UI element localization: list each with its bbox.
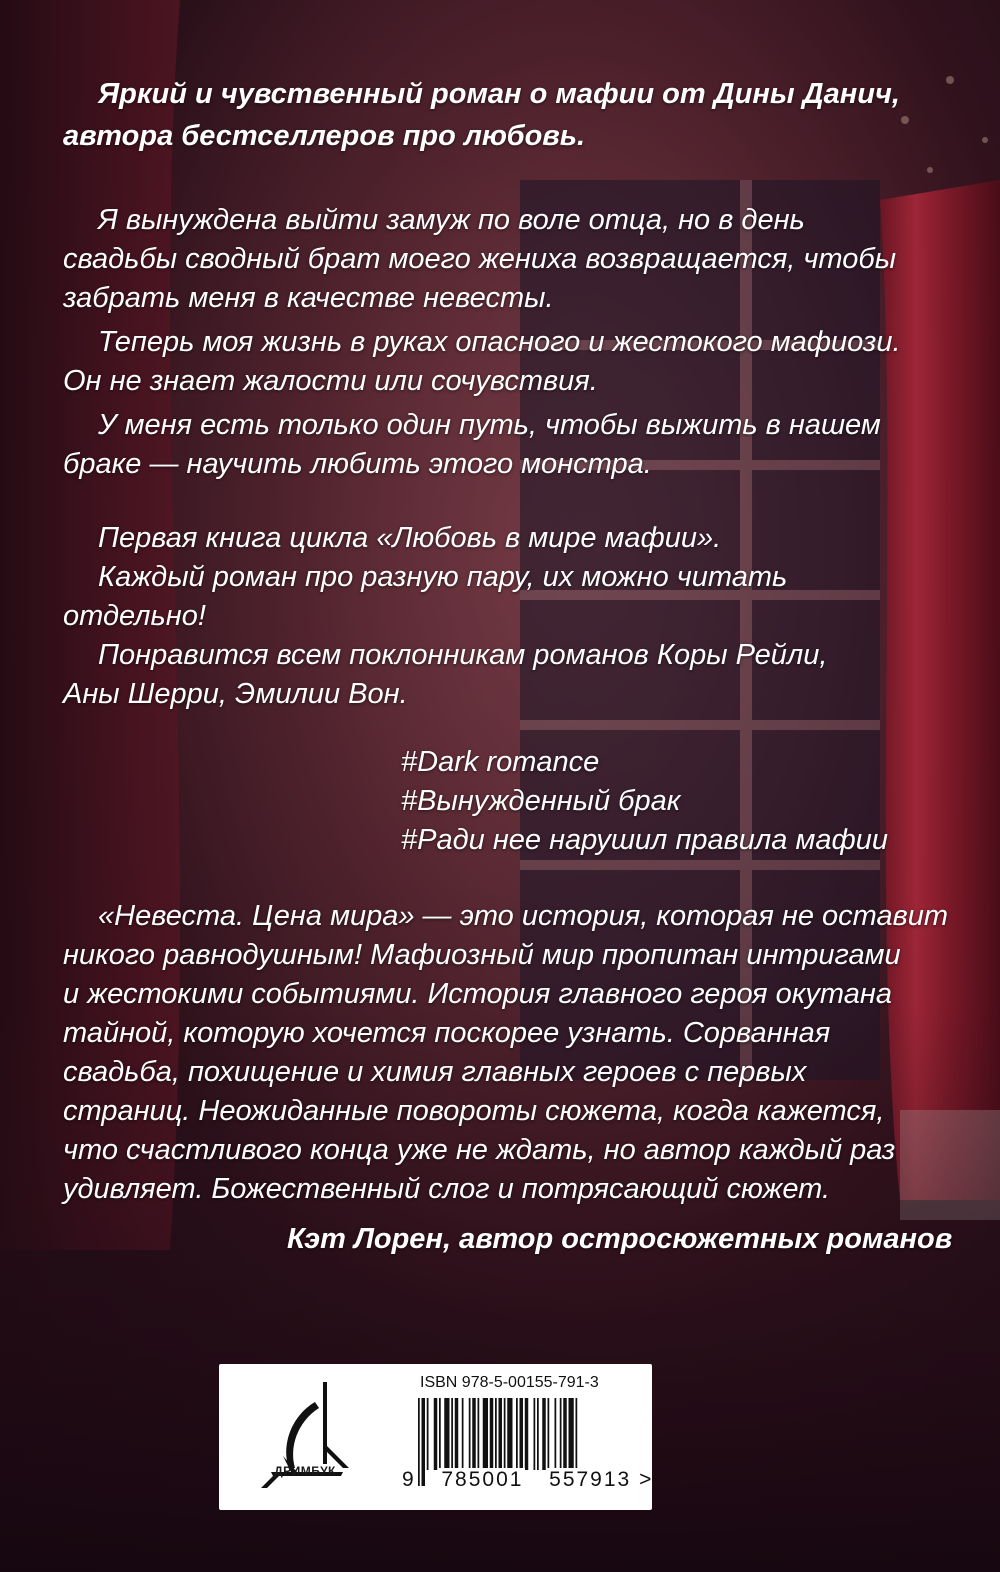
barcode-bar [455, 1398, 459, 1470]
barcode-bar [560, 1398, 562, 1470]
barcode-bar [462, 1398, 464, 1470]
barcode-bar [525, 1398, 529, 1470]
barcode-bar [495, 1398, 497, 1470]
review-line-6: страниц. Неожиданные повороты сюжета, когда кажется, [63, 1095, 885, 1127]
ean-first-digit: 9 [402, 1468, 414, 1491]
review-line-1: «Невеста. Цена мира» — это история, которая не оставит [98, 900, 949, 932]
synopsis-line-1: Я вынуждена выйти замуж по воле отца, но в день [98, 204, 805, 236]
isbn-label: ISBN 978-5-00155-791-3 [420, 1374, 599, 1391]
ean-marker: > [639, 1468, 652, 1491]
review-line-8: удивляет. Божественный слог и потрясающий сюжет. [63, 1173, 831, 1205]
series-line-1: Первая книга цикла «Любовь в мире мафии». [98, 522, 722, 554]
review-line-5: свадьба, похищение и химия главных героев с первых [63, 1056, 807, 1088]
barcode-bar [520, 1398, 524, 1470]
barcode-bar [563, 1398, 567, 1470]
hashtag-3: #Ради нее нарушил правила мафии [401, 824, 888, 856]
barcode-bar [427, 1398, 429, 1470]
barcode-bar [537, 1398, 539, 1470]
barcode-bar [548, 1398, 550, 1470]
review-line-4: тайной, которую хочется поскорее узнать. Сорванная [63, 1017, 831, 1049]
barcode-bar [469, 1398, 471, 1470]
review-line-3: и жестокими событиями. История главного героя окутана [63, 978, 892, 1010]
series-line-3: отдельно! [63, 600, 206, 632]
review-line-7: что счастливого конца уже не ждать, но автор каждый раз [63, 1134, 896, 1166]
hashtag-1: #Dark romance [401, 746, 600, 778]
synopsis-line-7: браке — научить любить этого монстра. [63, 448, 652, 480]
barcode-bar [569, 1398, 574, 1470]
barcode-bar [534, 1398, 536, 1470]
barcode-bar [483, 1398, 488, 1470]
review-author: Кэт Лорен, автор остросюжетных романов [287, 1223, 953, 1255]
barcode-bar [516, 1398, 518, 1470]
ean-digits [402, 1468, 651, 1492]
publisher-logo-icon [231, 1376, 381, 1496]
barcode-bar [478, 1398, 480, 1470]
barcode-bar [472, 1398, 476, 1470]
synopsis-line-3: забрать меня в качестве невесты. [63, 282, 554, 314]
barcode-bar [444, 1398, 449, 1470]
barcode-bar [439, 1398, 441, 1470]
series-line-4: Понравится всем поклонникам романов Коры Рейли, [98, 639, 828, 671]
ean-right-group: 557913 [549, 1468, 632, 1491]
series-line-2: Каждый роман про разную пару, их можно читать [98, 561, 788, 593]
barcode-bar [451, 1398, 453, 1470]
barcode-bar [434, 1398, 438, 1470]
barcode-bar [542, 1398, 546, 1470]
synopsis-line-2: свадьбы сводный брат моего жениха возвращается, чтобы [63, 243, 897, 275]
barcode-panel [219, 1364, 652, 1510]
publisher-name: ДРИМБУК [274, 1464, 336, 1478]
synopsis-line-6: У меня есть только один путь, чтобы выжить в нашем [98, 409, 881, 441]
barcode-bar [490, 1398, 494, 1470]
ean-left-group: 785001 [441, 1468, 524, 1491]
series-line-5: Аны Шерри, Эмилии Вон. [63, 678, 408, 710]
hashtag-2: #Вынужденный брак [401, 785, 681, 817]
synopsis-line-4: Теперь моя жизнь в руках опасного и жестокого мафиози. [98, 326, 901, 358]
synopsis-line-5: Он не знает жалости или сочувствия. [63, 365, 598, 397]
review-line-2: никого равнодушным! Мафиозный мир пропитан интригами [63, 939, 901, 971]
tagline-line-2: автора бестселлеров про любовь. [63, 120, 586, 152]
barcode-bar [555, 1398, 557, 1470]
barcode-bar [504, 1398, 506, 1470]
barcode-bar [507, 1398, 512, 1470]
tagline-line-1: Яркий и чувственный роман о мафии от Дины Данич, [98, 78, 900, 110]
